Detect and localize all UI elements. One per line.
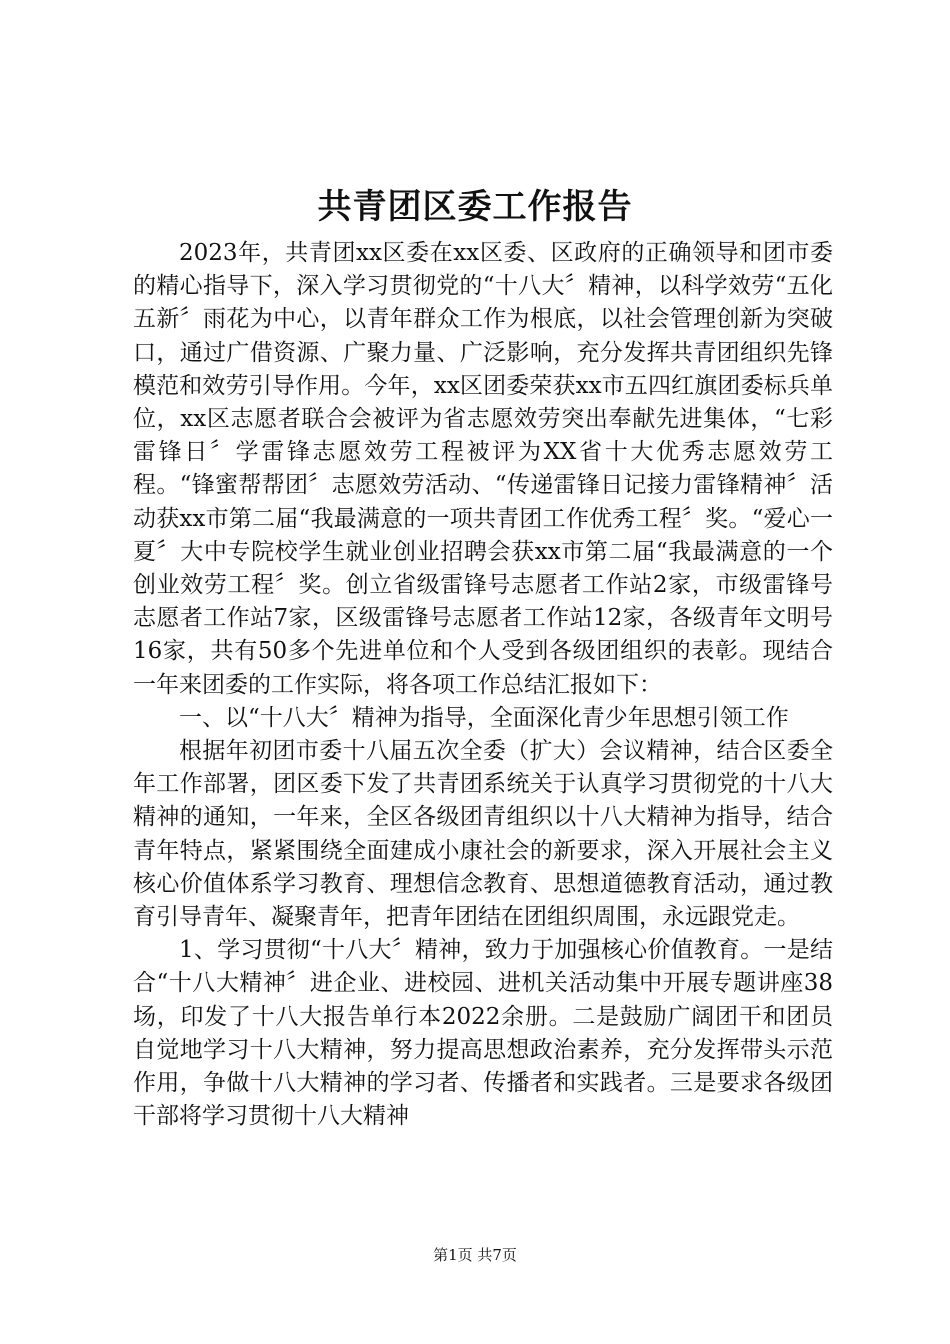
document-body: [133, 237, 833, 1133]
page-title: 共青团区委工作报告: [317, 187, 633, 227]
page-footer: 第1页 共7页: [433, 1246, 517, 1264]
paragraph-section-one: 根据年初团市委十八届五次全委（扩大）会议精神，结合区委全年工作部署，团区委下发了共青团系统关于认真学习贯彻党的十八大精神的通知，一年来，全区各级团青组织以十八大精神为指导，结合青年特点，紧紧围绕全面建成小康社会的新要求，深入开展社会主义核心价值体系学习教育、理想信念教育、思想道德教育活动，通过教育引导青年、凝聚青年，把青年团结在团组织周围，永远跟党走。: [133, 738, 833, 931]
paragraph-item-one: 1、学习贯彻“十八大〞精神，致力于加强核心价值教育。一是结合“十八大精神〞进企业、进校园、进机关活动集中开展专题讲座38场，印发了十八大报告单行本2022余册。二是鼓励广阔团干和团员自觉地学习十八大精神，努力提高思想政治素养，充分发挥带头示范作用，争做十八大精神的学习者、传播者和实践者。三是要求各级团干部将学习贯彻十八大精神: [133, 937, 833, 1130]
section-heading: 一、以“十八大〞精神为指导，全面深化青少年思想引领工作: [179, 704, 789, 731]
paragraph-intro: 2023年，共青团xx区委在xx区委、区政府的正确领导和团市委的精心指导下，深入学习贯彻党的“十八大〞精神，以科学效劳“五化五新〞雨花为中心，以青年群众工作为根底，以社会管理创新为突破口，通过广借资源、广聚力量、广泛影响，充分发挥共青团组织先锋模范和效劳引导作用。今年，xx区团委荣获xx市五四红旗团委标兵单位，xx区志愿者联合会被评为省志愿效劳突出奉献先进集体，“七彩雷锋日〞学雷锋志愿效劳工程被评为XX省十大优秀志愿效劳工程。“锋蜜帮帮团〞志愿效劳活动、“传递雷锋日记接力雷锋精神〞活动获xx市第二届“我最满意的一项共青团工作优秀工程〞奖。“爱心一夏〞大中专院校学生就业创业招聘会获xx市第二届“我最满意的一个创业效劳工程〞奖。创立省级雷锋号志愿者工作站2家，市级雷锋号志愿者工作站7家，区级雷锋号志愿者工作站12家，各级青年文明号16家，共有50多个先进单位和个人受到各级团组织的表彰。现结合一年来团委的工作实际，将各项工作总结汇报如下：: [133, 240, 833, 698]
